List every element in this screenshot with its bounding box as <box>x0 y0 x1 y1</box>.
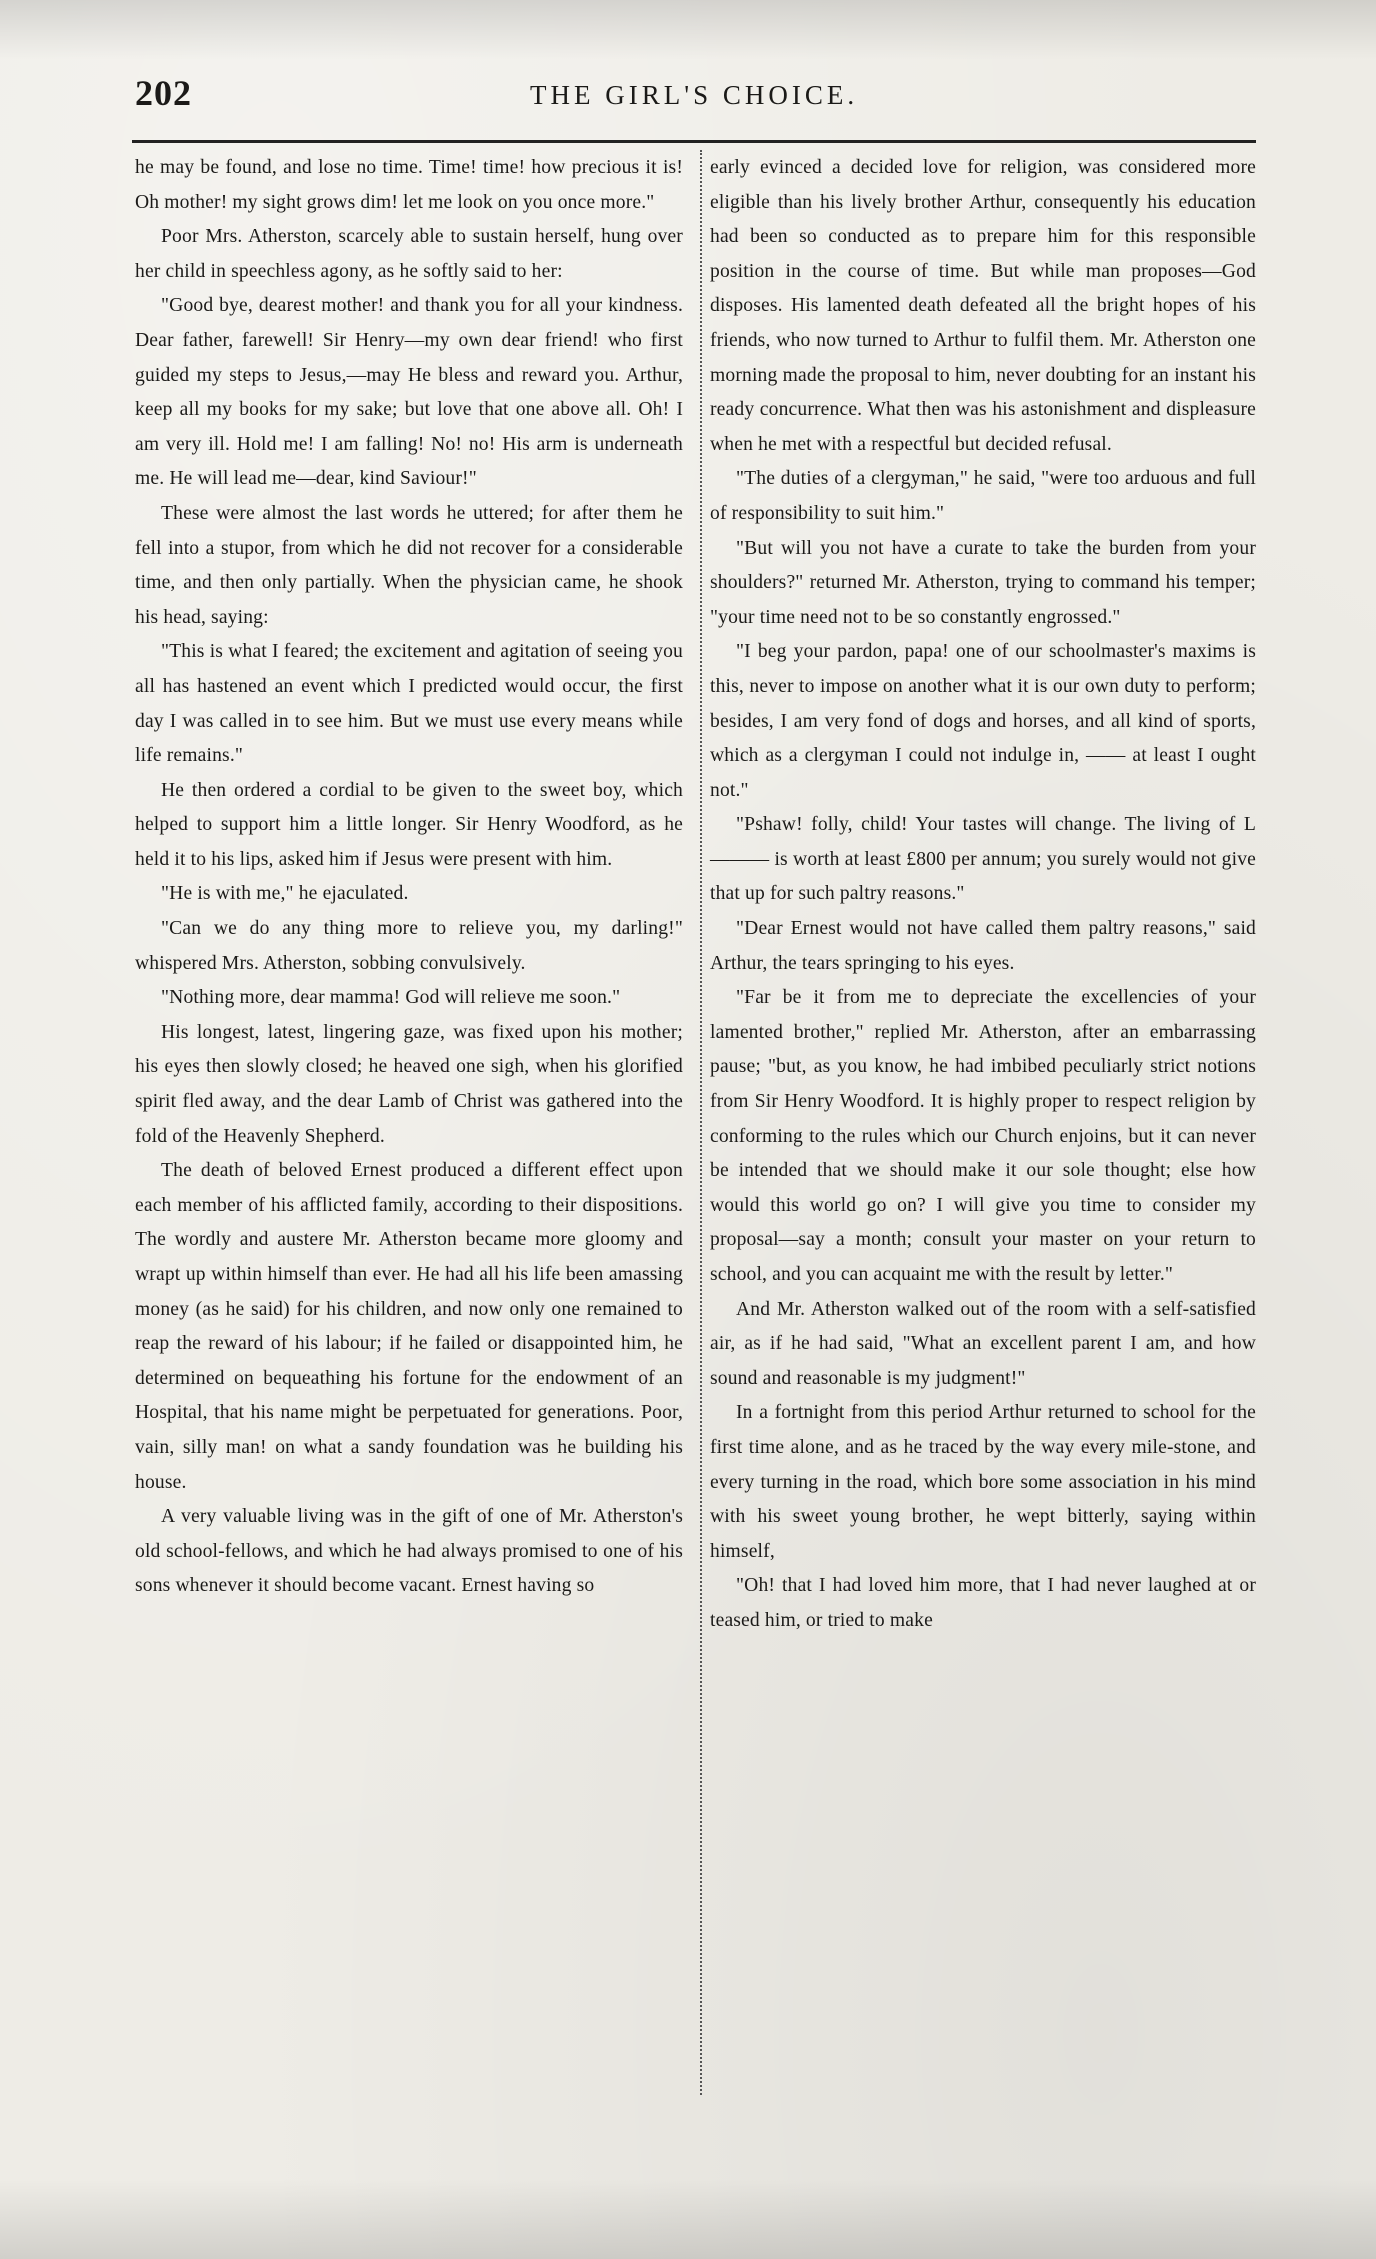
paragraph: he may be found, and lose no time. Time! time! how precious it is! Oh mother! my sight grows dim! let me look on you once more." <box>135 157 683 213</box>
paragraph: "Dear Ernest would not have called them paltry reasons," said Arthur, the tears springing to his eyes. <box>710 918 1256 974</box>
page-header <box>135 72 1255 120</box>
header-rule <box>132 140 1256 143</box>
paragraph: "Oh! that I had loved him more, that I had never laughed at or teased him, or tried to make <box>710 1575 1256 1631</box>
paragraph: "Can we do any thing more to relieve you, my darling!" whispered Mrs. Atherston, sobbing convulsively. <box>135 918 683 974</box>
paragraph: "He is with me," he ejaculated. <box>161 883 409 905</box>
page-number: 202 <box>135 73 192 113</box>
paragraph: He then ordered a cordial to be given to the sweet boy, which helped to support him a little longer. Sir Henry Woodford, as he held it to his lips, asked him if Jesus were present with him. <box>135 779 683 870</box>
running-title: THE GIRL'S CHOICE. <box>530 80 859 110</box>
paragraph: And Mr. Atherston walked out of the room with a self-satisfied air, as if he had said, "What an excellent parent I am, and how sound and reasonable is my judgment!" <box>710 1298 1256 1389</box>
paragraph: "Good bye, dearest mother! and thank you for all your kindness. Dear father, farewell! Sir Henry—my own dear friend! who first guided my steps to Jesus,—may He bless and reward you. Arthur, keep all my books for my sake; but love that one above all. Oh! I am very ill. Hold me! I am falling! No! no! His arm is underneath me. He will lead me—dear, kind Saviour!" <box>135 295 683 490</box>
paragraph: These were almost the last words he uttered; for after them he fell into a stupor, from which he did not recover for a considerable time, and then only partially. When the physician came, he shook his head, saying: <box>135 502 683 628</box>
scan-edge-top <box>0 0 1376 60</box>
paragraph: The death of beloved Ernest produced a different effect upon each member of his afflicted family, according to their dispositions. The wordly and austere Mr. Atherston became more gloomy and wrapt up within himself than ever. He had all his life been amassing money (as he said) for his children, and now only one remained to reap the reward of his labour; if he failed or disappointed him, he determined on bequeathing his fortune for the endowment of an Hospital, that his name might be perpetuated for generations. Poor, vain, silly man! on what a sandy foundation was he building his house. <box>135 1160 683 1493</box>
paragraph: A very valuable living was in the gift of one of Mr. Atherston's old school-fellows, and which he had always promised to one of his sons whenever it should become vacant. Ernest having so <box>135 1506 683 1597</box>
paragraph: "But will you not have a curate to take the burden from your shoulders?" returned Mr. Atherston, trying to command his temper; "your time need not to be so constantly engrossed." <box>710 537 1256 628</box>
paragraph: "I beg your pardon, papa! one of our schoolmaster's maxims is this, never to impose on another what it is our own duty to perform; besides, I am very fond of dogs and horses, and all kind of sports, which as a clergyman I could not indulge in, —— at least I ought not." <box>710 641 1256 801</box>
paragraph: His longest, latest, lingering gaze, was fixed upon his mother; his eyes then slowly closed; he heaved one sigh, when his glorified spirit fled away, and the dear Lamb of Christ was gathered into the fold of the Heavenly Shepherd. <box>135 1021 683 1147</box>
paragraph: "Pshaw! folly, child! Your tastes will change. The living of L——— is worth at least £800 per annum; you surely would not give that up for such paltry reasons." <box>710 814 1256 905</box>
column-divider <box>700 150 702 2095</box>
paragraph: early evinced a decided love for religion, was considered more eligible than his lively brother Arthur, consequently his education had been so conducted as to prepare him for this responsible position in the course of time. But while man proposes—God disposes. His lamented death defeated all the bright hopes of his friends, who now turned to Arthur to fulfil them. Mr. Atherston one morning made the proposal to him, never doubting for an instant his ready concurrence. What then was his astonishment and displeasure when he met with a respectful but decided refusal. <box>710 157 1256 455</box>
paragraph: "Nothing more, dear mamma! God will relieve me soon." <box>161 987 621 1009</box>
paragraph: "The duties of a clergyman," he said, "were too arduous and full of responsibility to suit him." <box>710 468 1256 524</box>
right-column <box>710 151 1256 1639</box>
scan-edge-bottom <box>0 2179 1376 2259</box>
paragraph: "This is what I feared; the excitement and agitation of seeing you all has hastened an event which I predicted would occur, the first day I was called in to see him. But we must use every means while life remains." <box>135 641 683 767</box>
paragraph: In a fortnight from this period Arthur returned to school for the first time alone, and as he traced by the way every mile-stone, and every turning in the road, which bore some association in his mind with his sweet young brother, he wept bitterly, saying within himself, <box>710 1402 1256 1562</box>
paragraph: Poor Mrs. Atherston, scarcely able to sustain herself, hung over her child in speechless agony, as he softly said to her: <box>135 226 683 282</box>
left-column <box>135 151 683 1604</box>
paragraph: "Far be it from me to depreciate the excellencies of your lamented brother," replied Mr. Atherston, after an embarrassing pause; "but, as you know, he had imbibed peculiarly strict notions from Sir Henry Woodford. It is highly proper to respect religion by conforming to the rules which our Church enjoins, but it can never be intended that we should make it our sole thought; else how would this world go on? I will give you time to consider my proposal—say a month; consult your master on your return to school, and you can acquaint me with the result by letter." <box>710 987 1256 1285</box>
